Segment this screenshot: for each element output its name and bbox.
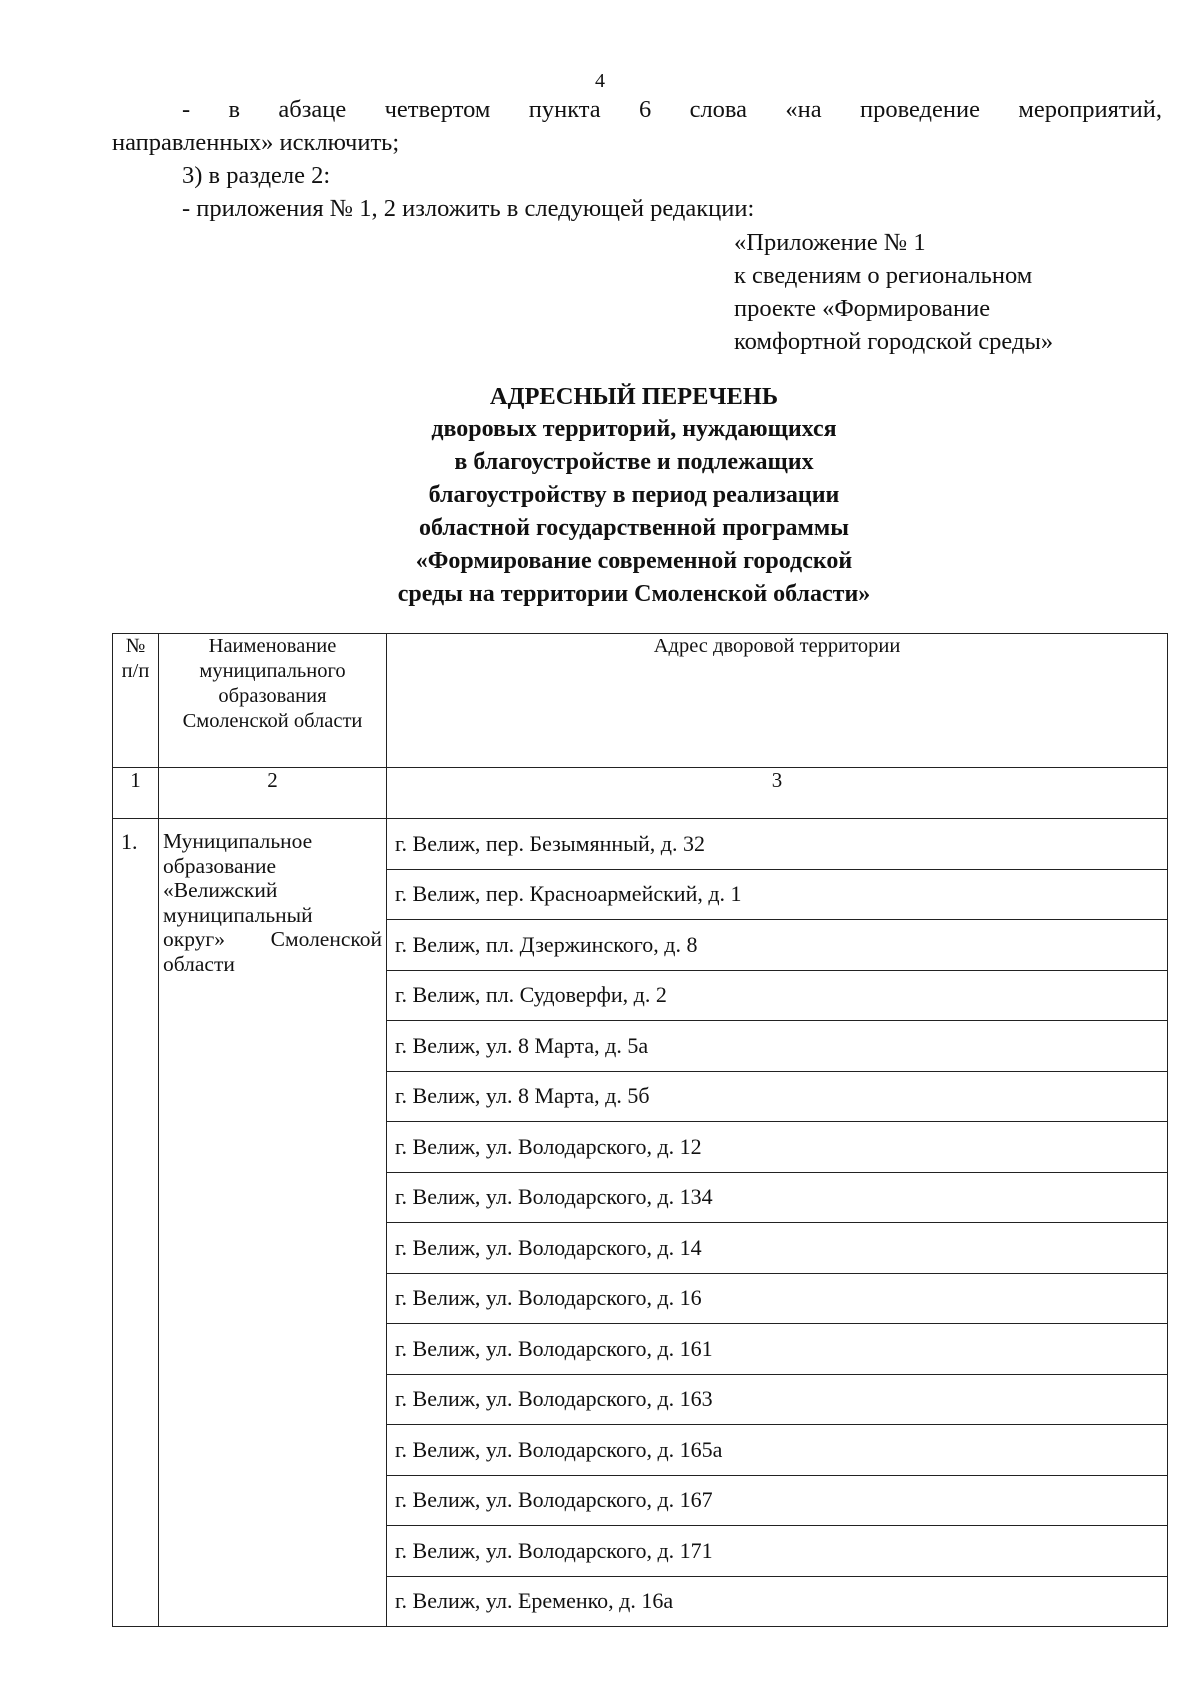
address-cell: г. Велиж, ул. 8 Марта, д. 5а [387, 1021, 1168, 1072]
intro-line-2: направленных» исключить; [112, 129, 400, 156]
header-municipality [159, 634, 387, 768]
header-number-line-1: № [125, 635, 146, 657]
annex-line-1: «Приложение № 1 [734, 229, 926, 256]
address-cell: г. Велиж, ул. Володарского, д. 161 [387, 1324, 1168, 1375]
intro-line-3: 3) в разделе 2: [182, 162, 331, 189]
title-line-6: «Формирование современной городской [415, 548, 853, 574]
table-header-row [113, 634, 1168, 768]
header-municipality-line-4: Смоленской области [182, 710, 363, 732]
annex-heading [734, 226, 1053, 358]
address-cell: г. Велиж, ул. Володарского, д. 171 [387, 1526, 1168, 1577]
address-cell: г. Велиж, пер. Безымянный, д. 32 [387, 819, 1168, 870]
header-number [113, 634, 159, 768]
header-number-line-2: п/п [121, 660, 150, 682]
address-cell: г. Велиж, ул. Володарского, д. 165а [387, 1425, 1168, 1476]
header-address: Адрес дворовой территории [387, 634, 1168, 768]
annex-line-3: проекте «Формирование [734, 295, 991, 322]
column-number-2: 2 [159, 768, 387, 819]
document-title [0, 380, 1200, 611]
address-cell: г. Велиж, ул. 8 Марта, д. 5б [387, 1071, 1168, 1122]
address-cell: г. Велиж, пл. Судоверфи, д. 2 [387, 970, 1168, 1021]
title-line-4: благоустройству в период реализации [428, 482, 840, 508]
municipality-line-4: муниципальный [163, 902, 313, 927]
intro-line-1: - в абзаце четвертом пункта 6 слова «на проведение мероприятий, [182, 96, 1162, 123]
address-cell: г. Велиж, ул. Володарского, д. 163 [387, 1374, 1168, 1425]
title-main: АДРЕСНЫЙ ПЕРЕЧЕНЬ [489, 383, 779, 410]
municipality-line-2: образование [163, 853, 277, 878]
address-cell: г. Велиж, ул. Володарского, д. 12 [387, 1122, 1168, 1173]
address-cell: г. Велиж, ул. Володарского, д. 14 [387, 1223, 1168, 1274]
address-table [112, 633, 1168, 1627]
address-cell: г. Велиж, ул. Володарского, д. 167 [387, 1475, 1168, 1526]
column-number-1: 1 [113, 768, 159, 819]
intro-line-4: - приложения № 1, 2 изложить в следующей редакции: [182, 195, 755, 222]
municipality-line-6: области [163, 951, 235, 976]
municipality-name [159, 819, 387, 1627]
title-line-5: областной государственной программы [419, 515, 849, 541]
column-number-row [113, 768, 1168, 819]
address-cell: г. Велиж, пл. Дзержинского, д. 8 [387, 920, 1168, 971]
address-cell: г. Велиж, ул. Володарского, д. 16 [387, 1273, 1168, 1324]
title-line-2: дворовых территорий, нуждающихся [431, 416, 837, 442]
header-municipality-line-2: муниципального [199, 660, 346, 682]
municipality-line-5: округ» Смоленской [163, 927, 382, 951]
address-cell: г. Велиж, ул. Володарского, д. 134 [387, 1172, 1168, 1223]
municipality-line-1: Муниципальное [163, 829, 313, 853]
annex-line-4: комфортной городской среды» [734, 328, 1054, 355]
page-number: 4 [595, 70, 605, 92]
title-line-3: в благоустройстве и подлежащих [454, 449, 814, 475]
intro-text [112, 93, 1162, 225]
row-index: 1. [113, 819, 159, 1627]
header-municipality-line-3: образования [218, 685, 327, 707]
address-cell: г. Велиж, ул. Еременко, д. 16а [387, 1576, 1168, 1627]
title-line-7: среды на территории Смоленской области» [397, 581, 871, 607]
annex-line-2: к сведениям о региональном [734, 262, 1033, 289]
table-row [113, 819, 1168, 870]
address-cell: г. Велиж, пер. Красноармейский, д. 1 [387, 869, 1168, 920]
column-number-3: 3 [387, 768, 1168, 819]
municipality-line-3: «Велижский [163, 878, 278, 902]
header-municipality-line-1: Наименование [208, 635, 337, 657]
